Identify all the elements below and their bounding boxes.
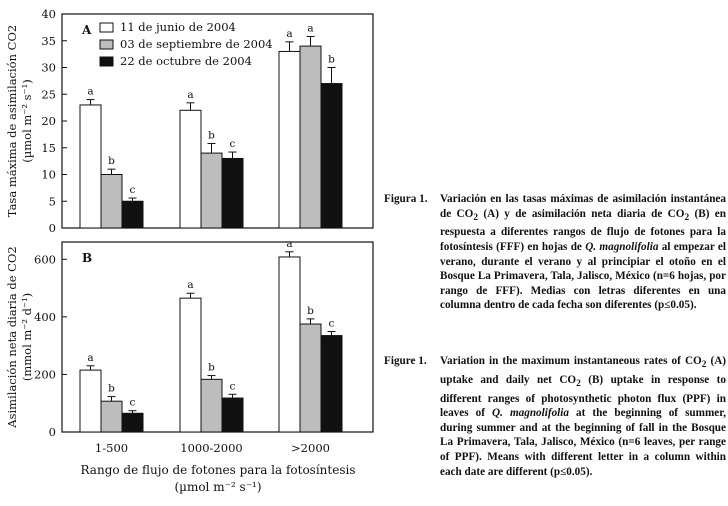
y-tick-label: 30: [41, 60, 56, 75]
significance-letter: a: [187, 279, 194, 292]
caption-spanish: [384, 192, 726, 313]
caption-label: Figura 1.: [384, 193, 428, 205]
bar: [101, 401, 122, 432]
y-tick-label: 5: [48, 194, 56, 209]
y-tick-label: 35: [41, 33, 56, 48]
caption-text: Variación en las tasas máximas de asimilación instantánea de $CO_2$ (A) y de asimilación neta diaria de $CO_2$ (B) en respuesta a diferentes rangos de flujo de fotones para la fotosíntesis (FFF) en hojas de Q. magnolifolia al empezar el verano, durante el verano y al principiar el otoño en el Bosque La Primavera, Tala, Jalisco, México (n=6 hojas, por rango de FFF). Medias con letras diferentes en una columna dentro de cada fecha son diferentes (p≤0.05).: [440, 193, 726, 312]
bar: [279, 257, 300, 432]
y-axis-title: Tasa máxima de asimilación CO2: [5, 24, 19, 218]
x-tick-label: >2000: [291, 441, 330, 455]
significance-letter: b: [208, 361, 215, 374]
species-name: Q. magnolifolia: [492, 407, 569, 420]
significance-letter: c: [229, 380, 236, 393]
x-tick-label: 1000-2000: [180, 441, 243, 455]
y-tick-label: 0: [48, 425, 56, 439]
y-axis-unit: (mmol m⁻² d⁻¹): [20, 292, 34, 382]
significance-letter: b: [328, 53, 335, 66]
bar: [80, 370, 101, 432]
legend-swatch: [100, 57, 113, 66]
caption-text: Variation in the maximum instantaneous rates of $CO_2$ (A) uptake and daily net $CO_2$ (B) uptake in response to different ranges of photosynthetic photon flux (PPF) in leaves of Q. magnolifolia at the beginning of summer, during summer and at the beginning of fall in the Bosque La Primavera, Tala, Jalisco, México (n=6 leaves, per range of PPF). Means with different letter in a column within each date are different (p≤0.05).: [440, 355, 727, 478]
bar: [222, 158, 243, 228]
bar: [321, 84, 342, 228]
bar: [321, 336, 342, 432]
significance-letter: c: [129, 184, 136, 197]
x-tick-label: 1-500: [94, 441, 129, 455]
significance-letter: b: [307, 304, 314, 317]
bar: [300, 324, 321, 432]
y-axis-title: Asimilación neta diaria de CO2: [5, 246, 19, 428]
bar: [279, 51, 300, 228]
bar: [101, 175, 122, 229]
y-tick-label: 15: [41, 140, 56, 155]
y-axis-unit: (µmol m⁻² s⁻¹): [20, 79, 34, 163]
legend-label: 03 de septiembre de 2004: [120, 37, 273, 51]
bar: [180, 298, 201, 432]
y-tick-label: 400: [34, 309, 56, 324]
legend-label: 22 de octubre de 2004: [120, 54, 252, 68]
bar: [180, 110, 201, 228]
legend-swatch: [100, 23, 113, 32]
significance-letter: c: [129, 396, 136, 409]
y-tick-label: 20: [41, 114, 56, 128]
y-tick-label: 0: [48, 221, 56, 235]
significance-letter: c: [229, 138, 236, 151]
significance-letter: b: [108, 382, 115, 395]
bar: [222, 398, 243, 432]
y-tick-label: 25: [41, 87, 56, 102]
significance-letter: a: [187, 88, 194, 101]
y-tick-label: 200: [34, 367, 56, 382]
significance-letter: a: [307, 22, 314, 35]
significance-letter: a: [286, 27, 293, 40]
legend-swatch: [100, 40, 113, 49]
significance-letter: a: [87, 85, 94, 98]
y-tick-label: 600: [34, 252, 56, 267]
panel-label: A: [82, 23, 92, 37]
legend: [100, 20, 273, 68]
bar: [201, 379, 222, 432]
species-name: Q. magnolifolia: [585, 241, 659, 254]
caption-english: [384, 354, 726, 479]
y-tick-label: 40: [41, 7, 56, 21]
y-tick-label: 10: [41, 167, 56, 182]
significance-letter: b: [108, 155, 115, 168]
bar: [80, 105, 101, 228]
bar: [122, 413, 143, 432]
legend-label: 11 de junio de 2004: [120, 20, 236, 34]
caption-label: Figure 1.: [384, 355, 427, 367]
bar: [300, 46, 321, 228]
bar: [201, 153, 222, 228]
x-axis-title: Rango de flujo de fotones para la fotosíntesis: [80, 463, 356, 477]
significance-letter: b: [208, 129, 215, 142]
bar: [122, 201, 143, 228]
significance-letter: a: [286, 237, 293, 250]
significance-letter: c: [328, 317, 335, 330]
panel-label: B: [82, 251, 93, 265]
x-axis-unit: (µmol m⁻² s⁻¹): [174, 480, 262, 494]
panel-b: [34, 238, 373, 455]
significance-letter: a: [87, 351, 94, 364]
